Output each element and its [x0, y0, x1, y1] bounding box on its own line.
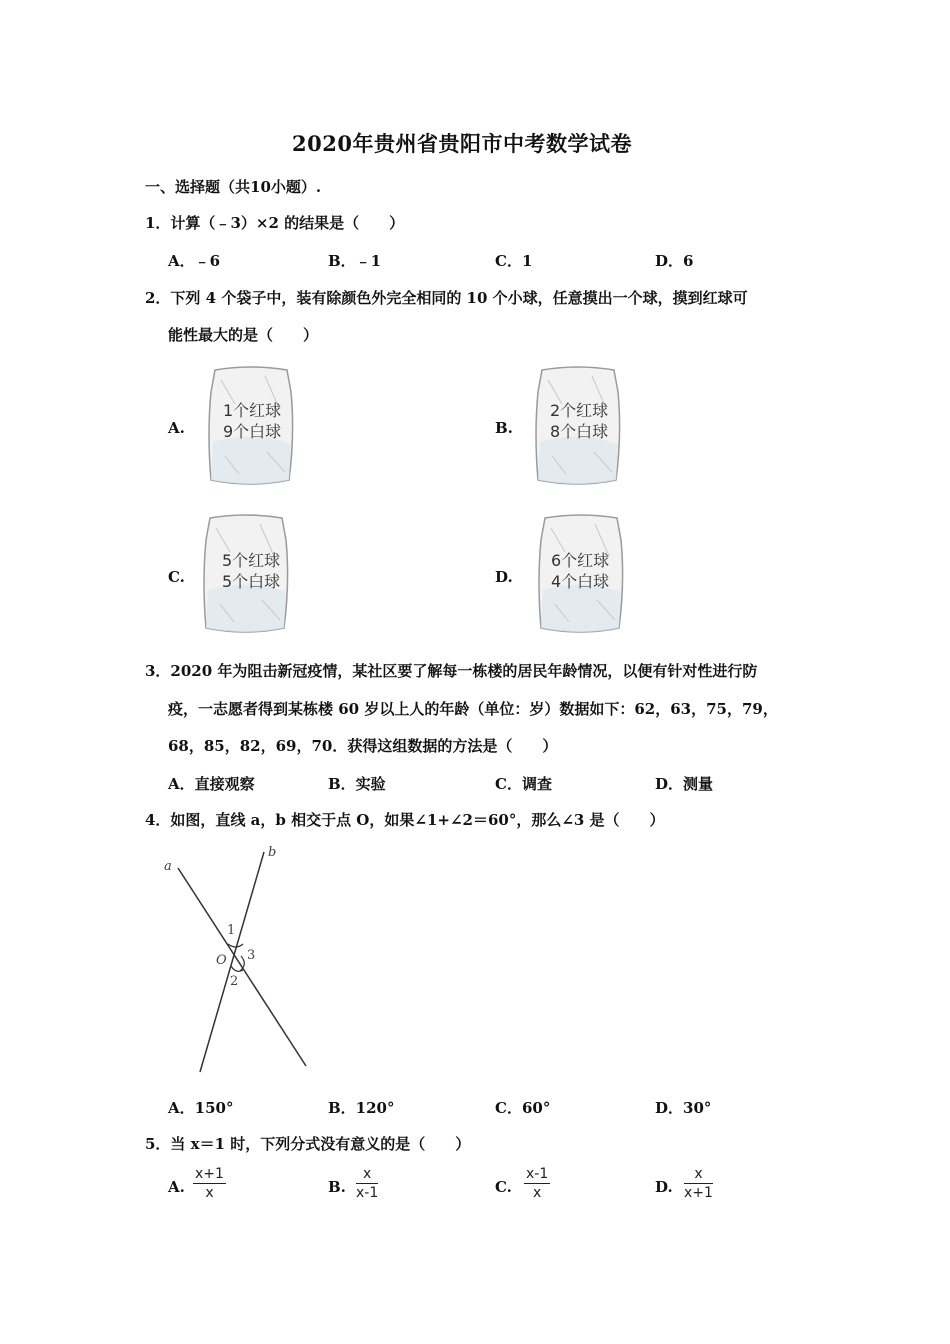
bag-a-image: [205, 364, 297, 488]
q1-option-a[interactable]: A．﹣6: [168, 252, 221, 270]
q4-option-d[interactable]: D．30°: [655, 1099, 712, 1117]
q5-fraction-d: [684, 1166, 713, 1201]
bag-a-red-count: 1个红球: [223, 401, 282, 420]
bag-b-white-count: 8个白球: [550, 422, 609, 441]
q3-option-d[interactable]: D．测量: [655, 775, 714, 793]
bag-c-image: [200, 512, 292, 636]
q3-option-a[interactable]: A．直接观察: [168, 775, 255, 793]
q4-option-b[interactable]: B．120°: [328, 1099, 395, 1117]
q3-stem-line3: 68，85，82，69，70．获得这组数据的方法是（ ）: [168, 737, 558, 755]
q2-label-c[interactable]: C.: [168, 568, 185, 586]
q4-option-a[interactable]: A．150°: [168, 1099, 234, 1117]
q3-stem-line1: 3．2020 年为阻击新冠疫情，某社区要了解每一栋楼的居民年龄情况，以便有针对性进行防: [145, 662, 758, 680]
q5-fraction-a: [193, 1166, 226, 1201]
q5-fraction-c-numerator: x-1: [526, 1166, 549, 1182]
q5-fraction-a-denominator: x: [205, 1185, 214, 1201]
page-title: 2020年贵州省贵阳市中考数学试卷: [292, 131, 632, 156]
bag-d-white-count: 4个白球: [551, 572, 610, 591]
q5-stem: 5．当 x＝1 时，下列分式没有意义的是（ ）: [145, 1135, 471, 1153]
q5-fraction-a-numerator: x+1: [195, 1166, 224, 1182]
q5-fraction-b-numerator: x: [356, 1166, 378, 1184]
angle1-arc: [228, 944, 243, 947]
bag-c-white-count: 5个白球: [222, 572, 281, 591]
q5-fraction-d-denominator: x+1: [684, 1185, 713, 1201]
q4-stem: 4．如图，直线 a，b 相交于点 O，如果∠1+∠2＝60°，那么∠3 是（ ）: [145, 811, 665, 829]
q1-option-c[interactable]: C．1: [495, 252, 533, 270]
bag-b-red-count: 2个红球: [550, 401, 609, 420]
line-a: [178, 868, 306, 1066]
label-angle1: 1: [227, 923, 236, 938]
label-b: b: [268, 845, 277, 860]
label-o: O: [216, 953, 227, 968]
q3-stem-line2: 疫，一志愿者得到某栋楼 60 岁以上人的年龄（单位：岁）数据如下：62，63，75，79，: [168, 700, 778, 718]
bag-d-image: [535, 512, 627, 636]
q1-option-d[interactable]: D．6: [655, 252, 694, 270]
q5-fraction-d-numerator: x: [684, 1166, 713, 1184]
bag-c-red-count: 5个红球: [222, 551, 281, 570]
q5-fraction-b-denominator: x-1: [356, 1185, 379, 1201]
label-angle2: 2: [230, 974, 239, 989]
q3-option-c[interactable]: C．调查: [495, 775, 552, 793]
q5-fraction-b: [356, 1166, 378, 1201]
q2-stem-line1: 2．下列 4 个袋子中，装有除颜色外完全相同的 10 个小球，任意摸出一个球，摸到红球可: [145, 289, 748, 307]
q5-fraction-c: [524, 1166, 550, 1201]
q5-fraction-c-denominator: x: [532, 1185, 542, 1201]
q2-label-b[interactable]: B.: [495, 419, 513, 437]
bag-d-red-count: 6个红球: [551, 551, 610, 570]
q2-stem-line2: 能性最大的是（ ）: [168, 326, 319, 344]
section-heading: 一、选择题（共10小题）.: [145, 178, 322, 196]
label-angle3: 3: [247, 948, 256, 963]
q5-label-d[interactable]: D.: [655, 1178, 673, 1196]
q2-label-d[interactable]: D.: [495, 568, 513, 586]
q4-figure: [150, 840, 320, 1080]
bag-b-image: [532, 364, 624, 488]
q1-stem: 1．计算（﹣3）×2 的结果是（ ）: [145, 214, 405, 232]
q3-option-b[interactable]: B．实验: [328, 775, 386, 793]
q5-label-b[interactable]: B.: [328, 1178, 346, 1196]
q5-label-c[interactable]: C.: [495, 1178, 512, 1196]
label-a: a: [164, 859, 172, 874]
q4-option-c[interactable]: C．60°: [495, 1099, 551, 1117]
q5-label-a[interactable]: A.: [168, 1178, 185, 1196]
q2-label-a[interactable]: A.: [168, 419, 185, 437]
bag-a-white-count: 9个白球: [223, 422, 282, 441]
q1-option-b[interactable]: B．﹣1: [328, 252, 382, 270]
